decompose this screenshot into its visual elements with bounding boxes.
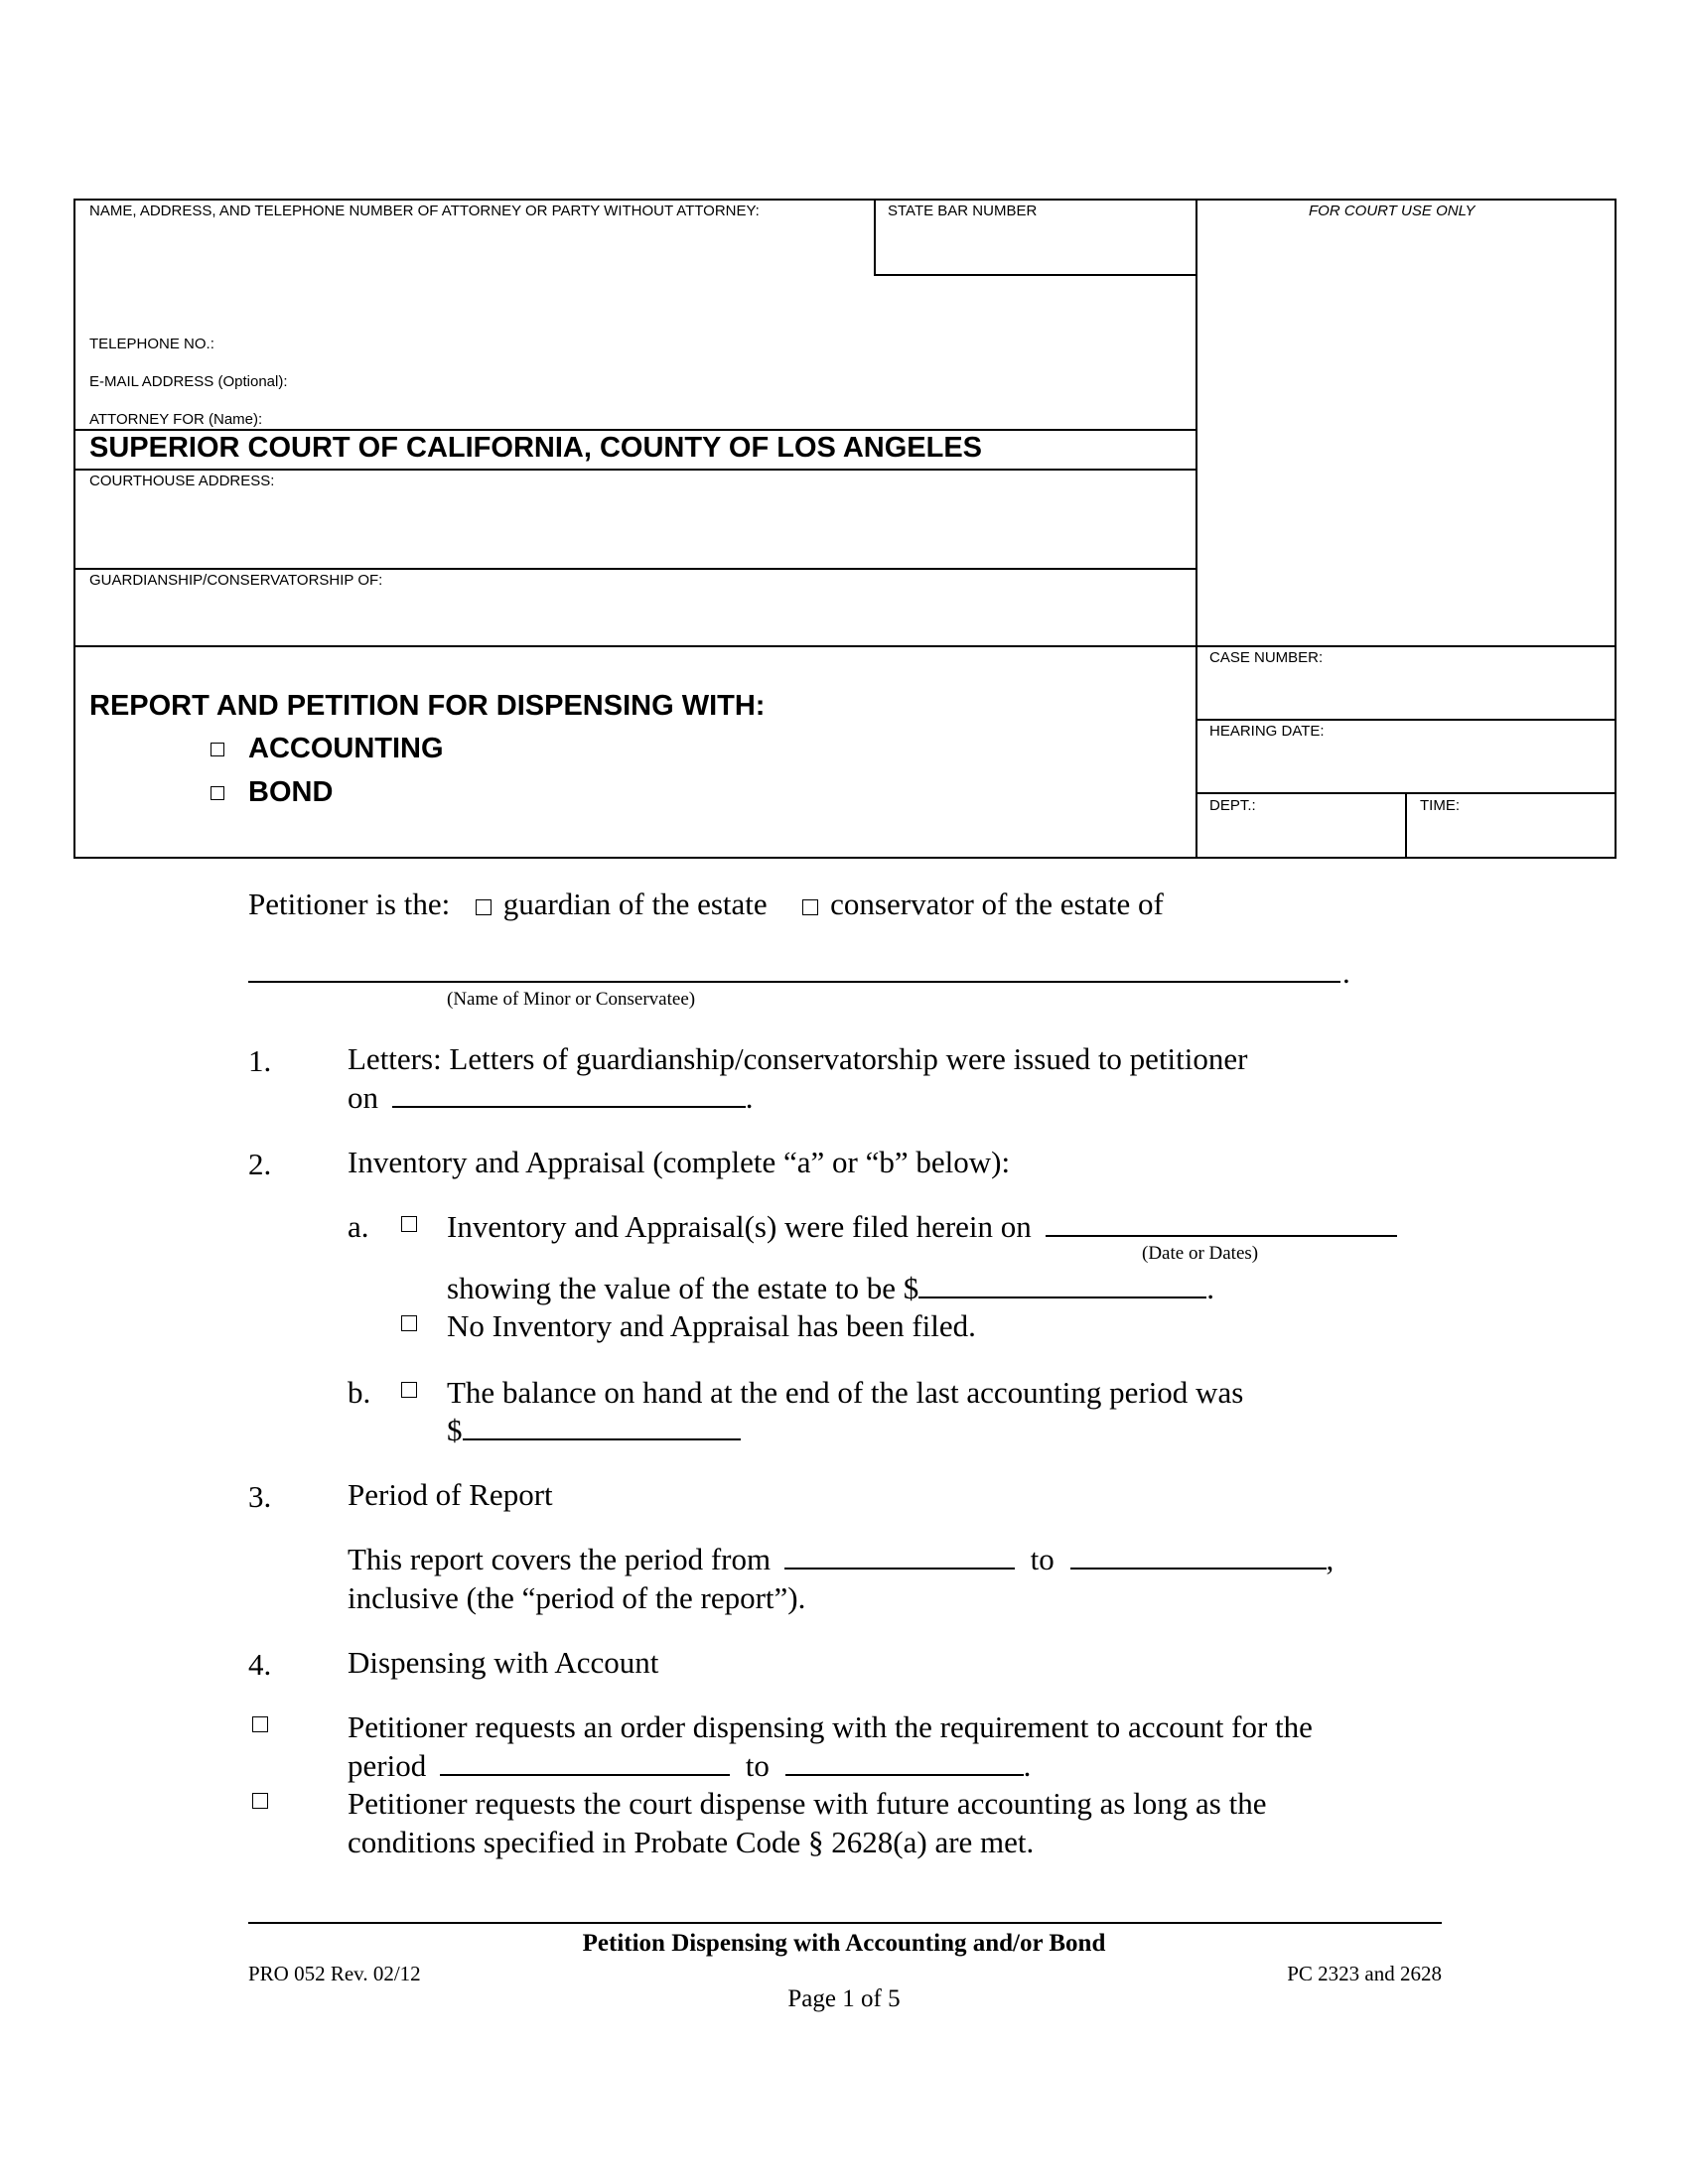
item1-number: 1. xyxy=(248,1043,272,1078)
request2-line1: Petitioner requests the court dispense with future accounting as long as the xyxy=(348,1786,1267,1821)
minor-name-caption: (Name of Minor or Conservatee) xyxy=(447,989,696,1010)
request1-to-text: to xyxy=(745,1748,770,1783)
divider-bar-bottom xyxy=(874,274,1197,276)
dispense-period-from-field[interactable] xyxy=(440,1750,730,1776)
case-number-label: CASE NUMBER: xyxy=(1209,649,1324,666)
accounting-option-label: ACCOUNTING xyxy=(248,733,444,764)
petitioner-intro: Petitioner is the: xyxy=(248,887,451,921)
item3-title: Period of Report xyxy=(348,1477,553,1512)
request1-period-text: period xyxy=(348,1748,427,1783)
time-label: TIME: xyxy=(1420,797,1460,814)
hearing-date-label: HEARING DATE: xyxy=(1209,723,1325,740)
item3-line1 xyxy=(348,1544,1334,1574)
minor-name-period: . xyxy=(1342,955,1350,990)
item1-on-label: on xyxy=(348,1080,378,1115)
minor-name-field[interactable] xyxy=(248,981,1340,983)
letters-issued-date-field[interactable] xyxy=(392,1082,746,1108)
request1-period: . xyxy=(1023,1748,1032,1783)
item3-from-text: This report covers the period from xyxy=(348,1542,772,1576)
divider-dept-time xyxy=(1405,792,1407,857)
courthouse-address-label: COURTHOUSE ADDRESS: xyxy=(89,473,275,489)
conservator-checkbox[interactable] xyxy=(802,899,818,915)
guardian-option: guardian of the estate xyxy=(502,887,768,921)
attorney-label: NAME, ADDRESS, AND TELEPHONE NUMBER OF ATTORNEY OR PARTY WITHOUT ATTORNEY: xyxy=(89,203,760,219)
report-period-from-field[interactable] xyxy=(784,1544,1015,1570)
request2-checkbox[interactable] xyxy=(252,1793,268,1809)
item2a-date-caption: (Date or Dates) xyxy=(1142,1243,1259,1264)
item3-to-text: to xyxy=(1030,1542,1055,1576)
item4-title: Dispensing with Account xyxy=(348,1645,659,1680)
item2b-dollar: $ xyxy=(447,1413,463,1447)
request2-line2: conditions specified in Probate Code § 2628(a) are met. xyxy=(348,1825,1035,1859)
item3-line2: inclusive (the “period of the report”). xyxy=(348,1580,806,1615)
divider-case-bottom xyxy=(1196,719,1617,721)
estate-value-field[interactable] xyxy=(918,1273,1206,1298)
divider-court-use xyxy=(1196,201,1197,857)
report-period-to-field[interactable] xyxy=(1070,1544,1327,1570)
item2a-line2 xyxy=(447,1273,1214,1303)
item2b-letter: b. xyxy=(348,1375,371,1410)
item2a-value-text: showing the value of the estate to be $ xyxy=(447,1271,919,1305)
dept-label: DEPT.: xyxy=(1209,797,1256,814)
divider-title-top xyxy=(75,645,1615,647)
attorney-for-label: ATTORNEY FOR (Name): xyxy=(89,411,263,428)
footer-form-id: PRO 052 Rev. 02/12 xyxy=(248,1962,421,1985)
form-title: REPORT AND PETITION FOR DISPENSING WITH: xyxy=(89,690,766,722)
bond-option-label: BOND xyxy=(248,776,334,808)
balance-on-hand-field[interactable] xyxy=(463,1415,741,1440)
dispense-period-to-field[interactable] xyxy=(785,1750,1024,1776)
divider-bar-number xyxy=(874,201,876,274)
item1-line1: Letters: Letters of guardianship/conservatorship were issued to petitioner xyxy=(348,1041,1248,1076)
item1-period: . xyxy=(745,1080,754,1115)
item2b-checkbox[interactable] xyxy=(401,1382,417,1398)
item2b-text: The balance on hand at the end of the last accounting period was xyxy=(447,1375,1244,1410)
accounting-checkbox[interactable] xyxy=(211,743,224,756)
guardianship-label: GUARDIANSHIP/CONSERVATORSHIP OF: xyxy=(89,572,383,589)
item2a-letter: a. xyxy=(348,1209,369,1244)
item2a-checkbox[interactable] xyxy=(401,1216,417,1232)
inventory-filed-date-field[interactable] xyxy=(1046,1211,1397,1237)
item1-line2 xyxy=(348,1082,754,1113)
item2-number: 2. xyxy=(248,1147,272,1181)
accounting-option xyxy=(211,733,444,765)
request1-line1: Petitioner requests an order dispensing with the requirement to account for the xyxy=(348,1709,1313,1744)
petitioner-line xyxy=(248,888,1164,919)
item2a-text: Inventory and Appraisal(s) were filed herein on xyxy=(447,1209,1032,1244)
no-inventory-checkbox[interactable] xyxy=(401,1315,417,1331)
bond-checkbox[interactable] xyxy=(211,786,224,800)
item3-number: 3. xyxy=(248,1479,272,1514)
court-use-label: FOR COURT USE ONLY xyxy=(1309,203,1476,219)
guardian-checkbox[interactable] xyxy=(476,899,492,915)
conservator-option: conservator of the estate of xyxy=(830,887,1164,921)
divider-court-top xyxy=(75,429,1197,431)
item4-number: 4. xyxy=(248,1647,272,1682)
item2a-alt: No Inventory and Appraisal has been filed. xyxy=(447,1308,976,1343)
court-name: SUPERIOR COURT OF CALIFORNIA, COUNTY OF LOS ANGELES xyxy=(89,432,983,464)
request1-checkbox[interactable] xyxy=(252,1716,268,1732)
footer-title: Petition Dispensing with Accounting and/or Bond xyxy=(582,1930,1106,1957)
email-label: E-MAIL ADDRESS (Optional): xyxy=(89,373,288,390)
request1-line2 xyxy=(348,1750,1031,1781)
footer-code: PC 2323 and 2628 xyxy=(1287,1962,1442,1985)
divider-courthouse-bottom xyxy=(75,568,1197,570)
item2-title: Inventory and Appraisal (complete “a” or “b” below): xyxy=(348,1145,1011,1179)
item3-comma: , xyxy=(1326,1542,1335,1576)
bond-option xyxy=(211,776,333,809)
item2a-period: . xyxy=(1206,1271,1214,1305)
divider-court-bottom xyxy=(75,469,1197,471)
footer-page: Page 1 of 5 xyxy=(787,1985,901,2012)
telephone-label: TELEPHONE NO.: xyxy=(89,336,214,352)
bar-number-label: STATE BAR NUMBER xyxy=(888,203,1038,219)
caption-box xyxy=(73,199,1617,859)
footer-rule xyxy=(248,1922,1442,1924)
item2a-line1 xyxy=(447,1211,1397,1242)
item2b-line2 xyxy=(447,1415,741,1445)
